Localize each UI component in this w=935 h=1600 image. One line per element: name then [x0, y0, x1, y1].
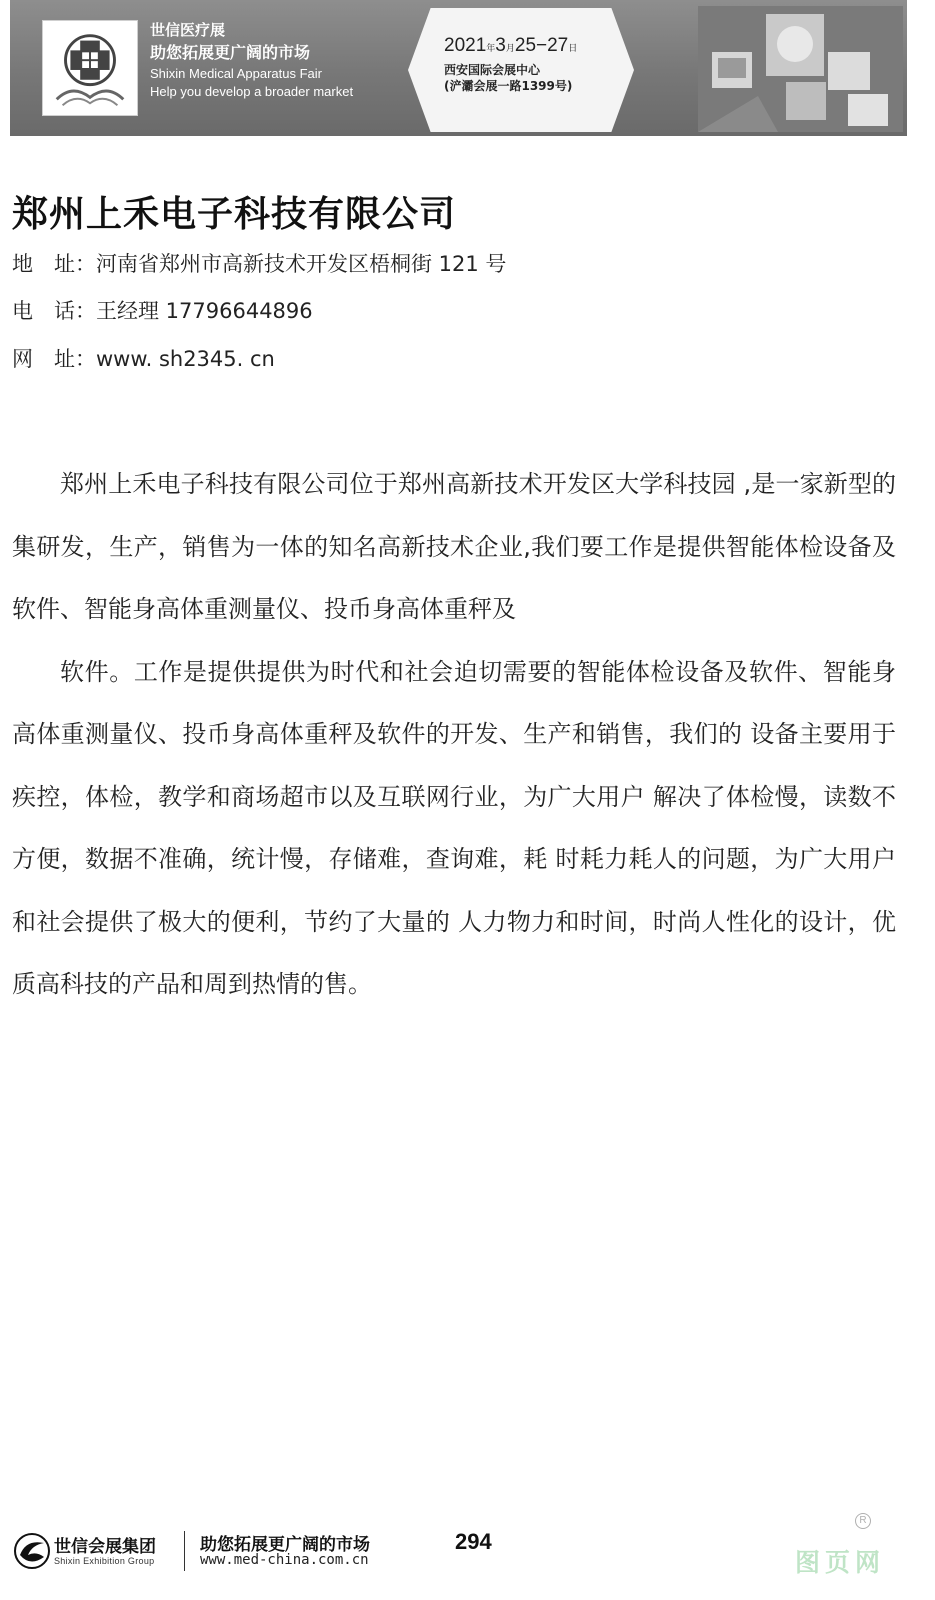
description-paragraph-2: 软件。工作是提供提供为时代和社会迫切需要的智能体检设备及软件、智能身高体重测量仪、投币身高体重秤及软件的开发、生产和销售，我们的 设备主要用于疾控，体检，教学和商场超市以及互联网行业，为广大用户 解决了体检慢，读数不方便，数据不准确，统计慢，存储难，查询难，耗 时耗力耗人的问题，为广大用户和社会提供了极大的便利，节约了大量的 人力物力和时间，时尚人性化的设计，优质高科技的产品和周到热情的售。: [12, 657, 896, 998]
address-value: 河南省郑州市高新技术开发区梧桐街 121 号: [96, 252, 507, 276]
registered-mark-icon: R: [855, 1513, 871, 1529]
group-name-en: Shixin Exhibition Group: [54, 1556, 155, 1566]
page-footer: [0, 1515, 935, 1600]
equipment-collage-icon: [698, 6, 903, 132]
fair-logo: [42, 20, 138, 116]
company-name: 郑州上禾电子科技有限公司: [12, 194, 457, 235]
venue-name: 西安国际会展中心: [444, 63, 541, 77]
website-row: [12, 343, 275, 373]
address-label: 地 址：: [12, 252, 96, 276]
fair-slogan-block: [150, 20, 353, 101]
date-day-char: 日: [568, 43, 578, 53]
date-year: 2021: [444, 35, 487, 56]
fair-date: [444, 34, 614, 60]
page-number: 294: [455, 1529, 492, 1554]
fair-slogan-cn: 助您拓展更广阔的市场: [150, 43, 311, 62]
medical-equipment-photos: [698, 6, 903, 132]
phone-value: 王经理 17796644896: [96, 299, 313, 323]
watermark-text: 图页网: [795, 1548, 886, 1577]
website-value: www. sh2345. cn: [96, 347, 275, 371]
header-banner: [10, 0, 907, 136]
group-name-cn: 世信会展集团: [54, 1537, 156, 1557]
footer-slogan: 助您拓展更广阔的市场: [200, 1535, 370, 1555]
fair-name-en: Shixin Medical Apparatus Fair: [150, 66, 322, 81]
shixin-group-logo-icon: [14, 1533, 50, 1569]
date-year-char: 年: [486, 43, 496, 53]
footer-divider: [184, 1531, 185, 1571]
medical-cross-logo-icon: [43, 21, 137, 115]
venue-address: (浐灞会展一路1399号): [444, 79, 573, 93]
address-row: [12, 248, 506, 278]
fair-slogan-en: Help you develop a broader market: [150, 84, 354, 99]
website-label: 网 址：: [12, 347, 96, 371]
footer-url: www.med-china.com.cn: [200, 1552, 369, 1568]
fair-name-cn: 世信医疗展: [150, 21, 226, 39]
date-days: 25−27: [514, 35, 569, 56]
fair-venue: [444, 62, 572, 94]
phone-row: [12, 295, 313, 325]
company-description: [12, 453, 896, 1016]
description-paragraph-1: 郑州上禾电子科技有限公司位于郑州高新技术开发区大学科技园 ,是一家新型的集研发，生产，销售为一体的知名高新技术企业,我们要工作是提供智能体检设备及软件、智能身高体重测量仪、投币身高体重秤及: [12, 470, 896, 623]
date-month-char: 月: [505, 43, 515, 53]
phone-label: 电 话：: [12, 299, 96, 323]
date-month: 3: [495, 35, 506, 56]
